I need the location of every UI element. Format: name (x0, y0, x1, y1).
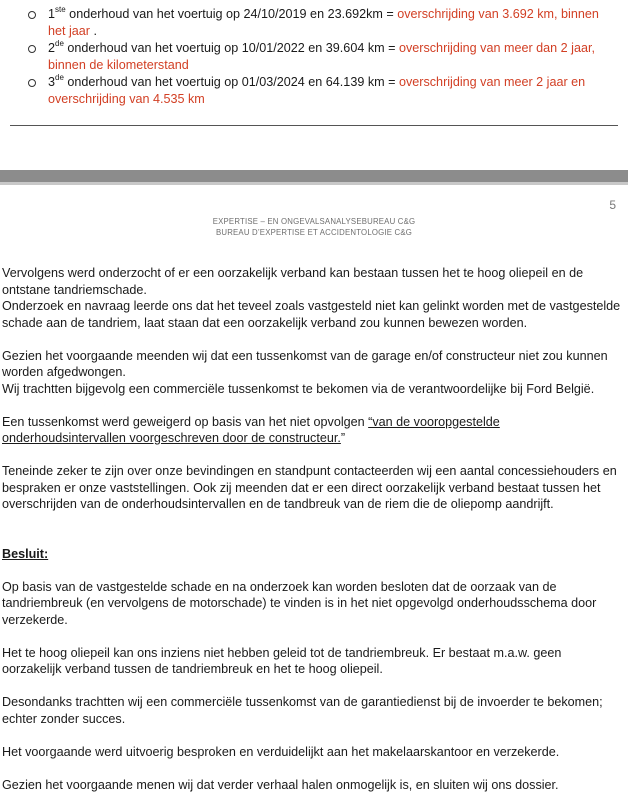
ordinal-suffix: ste (55, 4, 66, 14)
header-line-2: BUREAU D’EXPERTISE ET ACCIDENTOLOGIE C&G (215, 228, 413, 237)
circle-bullet-icon (28, 79, 36, 87)
page-separator (0, 170, 628, 182)
page-header (0, 216, 628, 238)
previous-page (0, 0, 628, 170)
paragraph: Gezien het voorgaande meenden wij dat een tussenkomst van de garage en/of constructeur niet zou kunnen worden afgedwongen. (2, 348, 608, 379)
item-highlight: overschrijding van meer 2 jaar en overschrijding van 4.535 km (48, 75, 586, 106)
closing-quote: ” (340, 431, 346, 445)
page-separator-shadow (0, 182, 628, 185)
ordinal: 3 (48, 75, 56, 89)
item-highlight: overschrijding van 3.692 km, binnen het jaar (48, 7, 599, 38)
quoted-text: “van de vooropgestelde onderhoudsintervallen voorgeschreven door de constructeur. (2, 414, 500, 445)
section-heading: Besluit: (2, 546, 49, 561)
paragraph: Op basis van de vastgestelde schade en na onderzoek kan worden besloten dat de oorzaak van de tandriembreuk (en vervolgens de motorschade) te vinden is in het niet opgevolgd onderhoudsschema door verzekerde. (2, 579, 597, 627)
paragraph: Het voorgaande werd uitvoerig besproken en verduidelijkt aan het makelaarskantoor en verzekerde. (2, 744, 560, 759)
paragraph: Desondanks trachtten wij een commerciële tussenkomst van de garantiedienst bij de invoerder te bekomen; echter zonder succes. (2, 695, 603, 726)
paragraph (2, 414, 622, 447)
circle-bullet-icon (28, 11, 36, 19)
document-body (2, 265, 622, 810)
page-number: 5 (609, 198, 616, 212)
paragraph: Onderzoek en navraag leerde ons dat het teveel zoals vastgesteld niet kan gelinkt worden met de vastgestelde schade aan de tandriem, laat staan dat een oorzakelijk verband zou kunnen bewezen worden. (2, 299, 621, 330)
paragraph: Gezien het voorgaande menen wij dat verder verhaal halen onmogelijk is, en sluiten wij ons dossier. (2, 777, 559, 792)
ordinal-suffix: de (55, 72, 64, 82)
list-item (28, 6, 608, 39)
paragraph: Vervolgens werd onderzocht of er een oorzakelijk verband kan bestaan tussen het te hoog oliepeil en de ontstane tandriemschade. (2, 266, 584, 297)
footer-divider (10, 125, 618, 126)
maintenance-list (28, 6, 608, 108)
circle-bullet-icon (28, 45, 36, 53)
ordinal-suffix: de (55, 38, 64, 48)
paragraph: Teneinde zeker te zijn over onze bevindingen en standpunt contacteerden wij een aantal concessiehouders en bespraken er onze vaststellingen. Ook zij meenden dat er een direct oorzakelijk verband bestaat tussen het overschrijden van de onderhoudsintervallen en de tandbreuk van de riem die de oliepomp aandrijft. (2, 464, 617, 511)
item-text: onderhoud van het voertuig op 10/01/2022 en 39.604 km = (63, 41, 399, 55)
item-highlight: overschrijding van meer dan 2 jaar, binnen de kilometerstand (48, 41, 595, 72)
ordinal: 1 (48, 7, 56, 21)
ordinal: 2 (48, 41, 56, 55)
paragraph-text: Een tussenkomst werd geweigerd op basis van het niet opvolgen (2, 414, 369, 429)
header-line-1: EXPERTISE – EN ONGEVALSANALYSEBUREAU C&G (212, 217, 416, 226)
paragraph: Wij trachtten bijgevolg een commerciële tussenkomst te bekomen via de verantwoordelijke bij Ford België. (2, 381, 595, 396)
list-item (28, 74, 608, 107)
item-text: onderhoud van het voertuig op 24/10/2019 en 23.692km = (65, 7, 398, 21)
paragraph: Het te hoog oliepeil kan ons inziens niet hebben geleid tot de tandriembreuk. Er bestaat m.a.w. geen oorzakelijk verband tussen de tandriembreuk en het te hoog oliepeil. (2, 645, 562, 676)
item-text: onderhoud van het voertuig op 01/03/2024 en 64.139 km = (63, 75, 399, 89)
item-tail: . (90, 23, 98, 38)
list-item (28, 40, 608, 73)
